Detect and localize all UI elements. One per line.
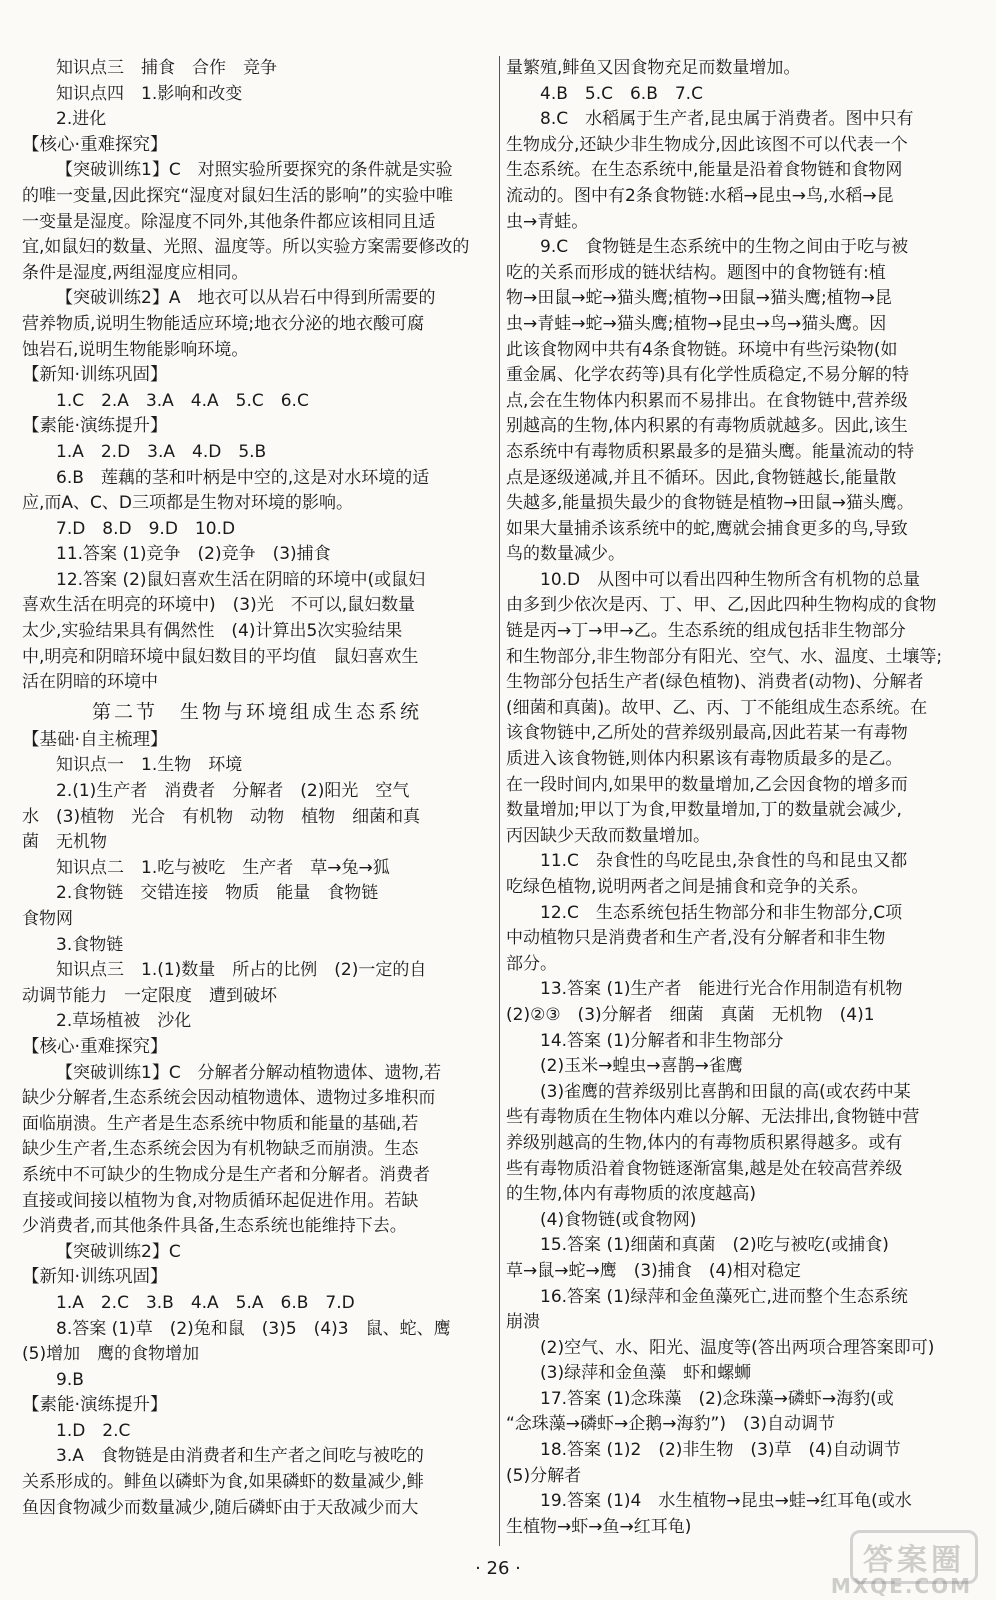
text-line: 中动植物只是消费者和生产者,没有分解者和非生物 xyxy=(506,928,886,949)
text-line: 8.C 水稻属于生产者,昆虫属于消费者。图中只有 xyxy=(540,109,914,130)
page-number: · 26 · xyxy=(475,1558,521,1579)
text-line: 7.D 8.D 9.D 10.D xyxy=(56,518,236,539)
text-line: 流动的。图中有2条食物链:水稻→昆虫→鸟,水稻→昆 xyxy=(506,185,894,206)
text-line: 16.答案 (1)绿萍和金鱼藻死亡,进而整个生态系统 xyxy=(540,1286,908,1307)
text-line: 食物网 xyxy=(22,909,73,929)
text-line: 鸟的数量减少。 xyxy=(506,544,625,565)
text-line: 些有毒物质沿着食物链逐渐富集,越是处在较高营养级 xyxy=(506,1158,903,1179)
text-line: 生物部分包括生产者(绿色植物)、消费者(动物)、分解者 xyxy=(506,672,924,693)
text-line: 一变量是湿度。除湿度不同外,其他条件都应该相同且适 xyxy=(22,211,436,232)
section-title: 第二节 生物与环境组成生态系统 xyxy=(91,700,422,723)
text-line: 水 (3)植物 光合 有机物 动物 植物 细菌和真 xyxy=(22,806,421,827)
text-line: 关系形成的。鲱鱼以磷虾为食,如果磷虾的数量减少,鲱 xyxy=(22,1472,424,1493)
text-line: 知识点三 捕食 合作 竞争 xyxy=(56,58,277,78)
text-line: 的唯一变量,因此探究“湿度对鼠妇生活的影响”的实验中唯 xyxy=(22,185,454,206)
text-line: 部分。 xyxy=(506,953,557,974)
text-line: 太少,实验结果具有偶然性 (4)计算出5次实验结果 xyxy=(22,621,403,642)
text-line: 丙因缺少天敌而数量增加。 xyxy=(506,825,710,846)
text-line: 生态系统。在生态系统中,能量是沿着食物链和食物网 xyxy=(506,160,903,181)
text-line: 13.答案 (1)生产者 能进行光合作用制造有机物 xyxy=(540,979,903,1000)
text-line: 少消费者,而其他条件具备,生态系统也能维持下去。 xyxy=(22,1216,407,1237)
text-line: 6.B 莲藕的茎和叶柄是中空的,这是对水环境的适 xyxy=(56,467,430,488)
section-heading: 【新知·训练巩固】 xyxy=(22,365,168,386)
text-line: 缺少生产者,生态系统会因为有机物缺乏而崩溃。生态 xyxy=(22,1139,419,1160)
text-line: 【突破训练2】A 地衣可以从岩石中得到所需要的 xyxy=(56,288,436,309)
text-line: 养级别越高的生物,体内的有毒物质积累得越多。或有 xyxy=(506,1132,903,1153)
text-line: 质进入该食物链,则体内积累该有毒物质最多的是乙。 xyxy=(506,749,903,770)
text-line: 在一段时间内,如果甲的数量增加,乙会因食物的增多而 xyxy=(506,774,908,795)
text-line: 蚀岩石,说明生物能影响环境。 xyxy=(22,339,249,360)
text-line: 11.答案 (1)竞争 (2)竞争 (3)捕食 xyxy=(56,544,331,565)
text-line: “念珠藻→磷虾→企鹅→海豹”) (3)自动调节 xyxy=(506,1414,836,1435)
text-line: 知识点四 1.影响和改变 xyxy=(56,83,243,104)
text-line: 14.答案 (1)分解者和非生物部分 xyxy=(540,1030,784,1051)
text-line: 吃绿色植物,说明两者之间是捕食和竞争的关系。 xyxy=(506,877,869,897)
text-line: (3)雀鹰的营养级别比喜鹊和田鼠的高(或农药中某 xyxy=(540,1081,911,1102)
text-line: 别越高的生物,体内积累的有毒物质就越多。因此,该生 xyxy=(506,416,908,437)
text-line: 量繁殖,鲱鱼又因食物充足而数量增加。 xyxy=(506,58,801,78)
section-heading: 【基础·自主梳理】 xyxy=(22,729,168,750)
text-line: 物→田鼠→蛇→猫头鹰;植物→田鼠→猫头鹰;植物→昆 xyxy=(506,288,892,309)
text-line: 17.答案 (1)念珠藻 (2)念珠藻→磷虾→海豹(或 xyxy=(540,1388,894,1409)
text-line: (2)②③ (3)分解者 细菌 真菌 无机物 (4)1 xyxy=(506,1004,875,1025)
text-line: 此该食物网中共有4条食物链。环境中有些污染物(如 xyxy=(506,339,898,360)
text-line: 面临崩溃。生产者是生态系统中物质和能量的基础,若 xyxy=(22,1113,419,1134)
section-heading: 【素能·演练提升】 xyxy=(22,1395,168,1416)
text-line: 由多到少依次是丙、丁、甲、乙,因此四种生物构成的食物 xyxy=(506,595,937,616)
text-line: 4.B 5.C 6.B 7.C xyxy=(540,83,703,104)
text-line: (细菌和真菌)。故甲、乙、丙、丁不能组成生态系统。在 xyxy=(506,697,928,718)
section-heading: 【素能·演练提升】 xyxy=(22,416,168,437)
text-line: 【突破训练2】C xyxy=(56,1241,181,1262)
text-line: (5)分解者 xyxy=(506,1465,582,1486)
text-line: 和生物部分,非生物部分有阳光、空气、水、温度、土壤等; xyxy=(506,646,943,667)
text-line: (3)绿萍和金鱼藻 虾和螺蛳 xyxy=(540,1363,752,1384)
text-line: 数量增加;甲以丁为食,甲数量增加,丁的数量就会减少, xyxy=(506,800,902,821)
text-line: 如果大量捕杀该系统中的蛇,鹰就会捕食更多的鸟,导致 xyxy=(506,518,908,539)
text-line: 的生物,体内有毒物质的浓度越高) xyxy=(506,1184,757,1205)
text-line: 15.答案 (1)细菌和真菌 (2)吃与被吃(或捕食) xyxy=(540,1235,889,1256)
text-line: (2)玉米→蝗虫→喜鹊→雀鹰 xyxy=(540,1056,743,1077)
column-divider xyxy=(499,56,500,1546)
text-line: 9.B xyxy=(56,1369,84,1390)
text-line: 动调节能力 一定限度 遭到破坏 xyxy=(22,985,277,1006)
text-line: 点,会在生物体内积累而不易排出。在食物链中,营养级 xyxy=(506,390,908,411)
text-line: 2.(1)生产者 消费者 分解者 (2)阳光 空气 xyxy=(56,781,410,802)
text-line: 中,明亮和阴暗环境中鼠妇数目的平均值 鼠妇喜欢生 xyxy=(22,646,419,667)
text-line: 1.C 2.A 3.A 4.A 5.C 6.C xyxy=(56,390,309,411)
text-line: 点是逐级递减,并且不循环。因此,食物链越长,能量散 xyxy=(506,467,897,488)
text-line: 11.C 杂食性的鸟吃昆虫,杂食性的鸟和昆虫又都 xyxy=(540,851,908,872)
text-line: 活在阴暗的环境中 xyxy=(22,672,158,693)
text-line: 1.D 2.C xyxy=(56,1420,131,1441)
text-line: 【突破训练1】C 分解者分解动植物遗体、遗物,若 xyxy=(56,1062,442,1083)
text-line: 该食物链中,乙所处的营养级别最高,因此若某一有毒物 xyxy=(506,723,908,744)
section-heading: 【核心·重难探究】 xyxy=(22,134,168,155)
text-line: 2.进化 xyxy=(56,109,107,130)
text-line: 8.答案 (1)草 (2)兔和鼠 (3)5 (4)3 鼠、蛇、鹰 xyxy=(56,1318,451,1339)
text-line: 条件是湿度,两组湿度应相同。 xyxy=(22,262,249,283)
text-line: (4)食物链(或食物网) xyxy=(540,1209,697,1230)
text-line: 吃的关系而形成的链状结构。题图中的食物链有:植 xyxy=(506,262,886,283)
text-line: 虫→青蛙。 xyxy=(506,211,589,232)
section-heading: 【新知·训练巩固】 xyxy=(22,1267,168,1288)
text-line: 应,而A、C、D三项都是生物对环境的影响。 xyxy=(22,493,353,514)
text-line: 链是丙→丁→甲→乙。生态系统的组成包括非生物部分 xyxy=(506,621,906,642)
text-line: 12.C 生态系统包括生物部分和非生物部分,C项 xyxy=(540,902,903,923)
watermark-url: MXQE.COM xyxy=(830,1574,972,1598)
watermark-logo: 答案圈 xyxy=(850,1530,978,1584)
text-line: 宜,如鼠妇的数量、光照、温度等。所以实验方案需要修改的 xyxy=(22,237,470,258)
text-line: (5)增加 鹰的食物增加 xyxy=(22,1344,200,1365)
text-line: 态系统中有毒物质积累最多的是猫头鹰。能量流动的特 xyxy=(506,441,914,462)
text-line: 12.答案 (2)鼠妇喜欢生活在阴暗的环境中(或鼠妇 xyxy=(56,569,426,590)
text-line: 1.A 2.D 3.A 4.D 5.B xyxy=(56,441,267,462)
text-line: 崩溃 xyxy=(506,1312,540,1333)
text-line: 直接或间接以植物为食,对物质循环起促进作用。若缺 xyxy=(22,1190,419,1211)
text-line: 虫→青蛙→蛇→猫头鹰;植物→昆虫→鸟→猫头鹰。因 xyxy=(506,313,887,334)
text-line: 2.草场植被 沙化 xyxy=(56,1011,192,1032)
text-line: 系统中不可缺少的生物成分是生产者和分解者。消费者 xyxy=(22,1164,430,1185)
text-line: 知识点三 1.(1)数量 所占的比例 (2)一定的自 xyxy=(56,960,427,981)
text-line: 3.食物链 xyxy=(56,934,124,955)
text-line: 18.答案 (1)2 (2)非生物 (3)草 (4)自动调节 xyxy=(540,1440,901,1461)
text-line: 鱼因食物减少而数量减少,随后磷虾由于天敌减少而大 xyxy=(22,1497,419,1518)
text-line: 【突破训练1】C 对照实验所要探究的条件就是实验 xyxy=(56,160,453,181)
text-line: (2)空气、水、阳光、温度等(答出两项合理答案即可) xyxy=(540,1337,935,1358)
text-line: 9.C 食物链是生态系统中的生物之间由于吃与被 xyxy=(540,237,909,258)
left-column xyxy=(22,56,492,1521)
text-line: 喜欢生活在明亮的环境中) (3)光 不可以,鼠妇数量 xyxy=(22,595,416,616)
text-line: 1.A 2.C 3.B 4.A 5.A 6.B 7.D xyxy=(56,1292,355,1313)
right-column xyxy=(506,56,980,1540)
text-line: 生植物→虾→鱼→红耳龟) xyxy=(506,1516,692,1537)
text-line: 缺少分解者,生态系统会因动植物遗体、遗物过多堆积而 xyxy=(22,1088,436,1109)
text-line: 3.A 食物链是由消费者和生产者之间吃与被吃的 xyxy=(56,1446,424,1467)
text-line: 知识点二 1.吃与被吃 生产者 草→兔→狐 xyxy=(56,857,390,878)
text-line: 营养物质,说明生物能适应环境;地衣分泌的地衣酸可腐 xyxy=(22,313,425,334)
text-line: 失越多,能量损失最少的食物链是植物→田鼠→猫头鹰。 xyxy=(506,493,914,514)
text-line: 19.答案 (1)4 水生植物→昆虫→蛙→红耳龟(或水 xyxy=(540,1491,912,1512)
text-line: 草→鼠→蛇→鹰 (3)捕食 (4)相对稳定 xyxy=(506,1260,801,1281)
section-heading: 【核心·重难探究】 xyxy=(22,1036,168,1057)
text-line: 知识点一 1.生物 环境 xyxy=(56,755,243,776)
text-line: 些有毒物质在生物体内难以分解、无法排出,食物链中营 xyxy=(506,1107,920,1128)
text-line: 重金属、化学农药等)具有化学性质稳定,不易分解的特 xyxy=(506,365,910,386)
text-line: 生物成分,还缺少非生物成分,因此该图不可以代表一个 xyxy=(506,134,908,155)
text-line: 2.食物链 交错连接 物质 能量 食物链 xyxy=(56,883,379,904)
text-line: 菌 无机物 xyxy=(22,832,107,853)
text-line: 10.D 从图中可以看出四种生物所含有机物的总量 xyxy=(540,569,921,590)
